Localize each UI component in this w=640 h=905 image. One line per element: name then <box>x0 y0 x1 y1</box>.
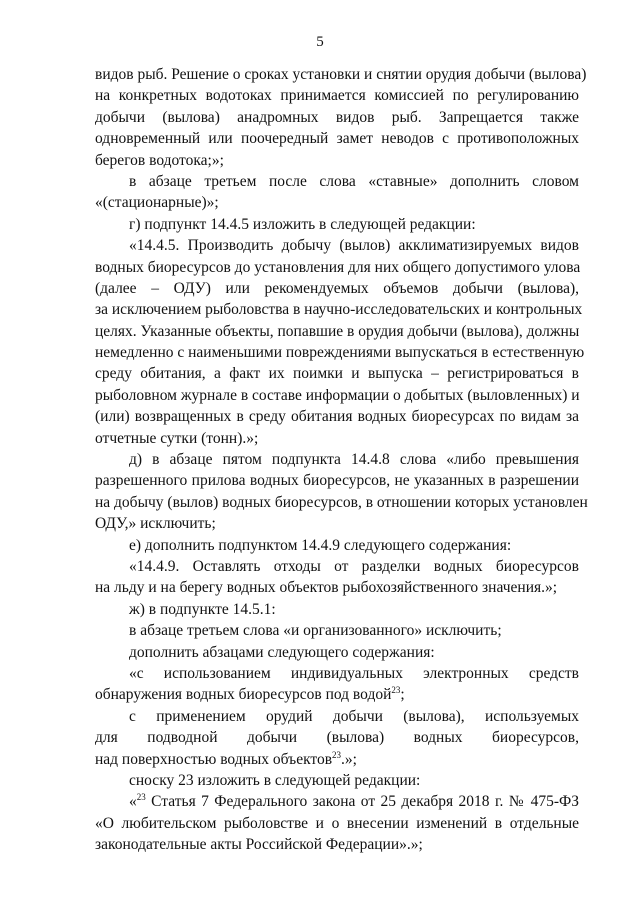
line-text: с применением орудий добычи (вылова), используемых <box>129 707 579 725</box>
footnote-marker: 23 <box>391 685 401 696</box>
line-text: «О любительском рыболовстве и о внесении изменений в отдельные <box>95 814 579 832</box>
line-text-after: Статья 7 Федерального закона от 25 декабря 2018 г. № 475-ФЗ <box>145 793 579 811</box>
text-line <box>95 749 579 770</box>
line-text: «с использованием индивидуальных электронных средств <box>129 664 579 682</box>
line-text: рыболовном журнале в составе информации о добытых (выловленных) и <box>95 386 580 404</box>
text-line <box>95 107 579 128</box>
line-text: (далее – ОДУ) или рекомендуемых объемов добычи (вылова), <box>95 279 579 297</box>
text-line <box>95 406 579 427</box>
text-line <box>95 706 579 727</box>
line-text: в абзаце третьем после слова «ставные» дополнить словом <box>129 172 579 190</box>
text-line <box>95 299 583 320</box>
line-text: д) в абзаце пятом подпункта 14.4.8 слова «либо превышения <box>129 451 579 469</box>
text-line <box>95 214 579 235</box>
text-line <box>95 150 579 171</box>
text-line <box>95 684 579 705</box>
text-line <box>95 470 579 491</box>
line-text: одновременный или поочередный замет неводов с противоположных <box>95 130 579 148</box>
text-line <box>95 278 579 299</box>
text-line <box>95 599 579 620</box>
line-text: «14.4.9. Оставлять отходы от разделки водных биоресурсов <box>129 557 579 575</box>
line-text: отчетные сутки (тонн).»; <box>95 429 259 447</box>
line-text-after: .»; <box>341 750 357 768</box>
text-line <box>95 257 579 278</box>
line-text: ОДУ,» исключить; <box>95 515 216 533</box>
text-line <box>95 363 579 384</box>
line-text: над поверхностью водных объектов <box>95 750 333 768</box>
text-line <box>95 535 579 556</box>
line-text: видов рыб. Решение о сроках установки и снятии орудия добычи (вылова) <box>95 66 587 83</box>
text-line <box>95 321 579 342</box>
body-text <box>95 64 588 855</box>
text-line <box>95 192 579 213</box>
line-text: разрешенного прилова водных биоресурсов, не указанных в разрешении <box>95 472 579 490</box>
text-line <box>95 128 579 149</box>
line-text: немедленно с наименьшими повреждениями выпускаться в естественную <box>95 344 585 362</box>
text-line <box>95 620 579 641</box>
line-text-after: ; <box>400 686 405 704</box>
text-line <box>95 791 579 812</box>
line-text: берегов водотока;»; <box>95 151 224 169</box>
text-line <box>95 770 579 791</box>
text-line <box>95 813 579 834</box>
line-text: на льду и на берегу водных объектов рыбохозяйственного значения.»; <box>95 579 558 597</box>
line-text: на конкретных водотоках принимается комиссией по регулированию <box>95 87 579 105</box>
line-text: за исключением рыболовства в научно-исследовательских и контрольных <box>95 301 583 319</box>
text-line <box>95 385 579 406</box>
line-text: обнаружения водных биоресурсов под водой <box>95 686 392 704</box>
line-text: сноску 23 изложить в следующей редакции: <box>129 771 421 789</box>
text-line <box>95 642 579 663</box>
line-text: среду обитания, а факт их поимки и выпуска – регистрироваться в <box>95 365 579 383</box>
line-text: дополнить абзацами следующего содержания: <box>129 643 435 661</box>
line-text: добычи (вылова) анадромных видов рыб. Запрещается также <box>95 108 579 126</box>
line-text: законодательные акты Российской Федерации».»; <box>95 836 423 854</box>
text-line <box>95 577 579 598</box>
text-line <box>95 834 579 855</box>
text-line <box>95 342 585 363</box>
line-text: на добычу (вылов) водных биоресурсов, в отношении которых установлен <box>95 493 588 511</box>
text-line <box>95 171 579 192</box>
line-text: (или) возвращенных в среду обитания водных биоресурсах по видам за <box>95 408 579 426</box>
line-text: водных биоресурсов до установления для них общего допустимого улова <box>95 258 581 276</box>
text-line <box>95 449 579 470</box>
line-text: « <box>129 793 137 811</box>
page-number: 5 <box>316 34 324 50</box>
line-text: г) подпункт 14.4.5 изложить в следующей редакции: <box>129 215 476 233</box>
text-line <box>95 235 579 256</box>
text-line <box>95 64 587 85</box>
line-text: целях. Указанные объекты, попавшие в орудия добычи (вылова), должны <box>95 322 580 340</box>
text-line <box>95 428 579 449</box>
line-text: «14.4.5. Производить добычу (вылов) акклиматизируемых видов <box>129 237 579 255</box>
text-line <box>95 492 588 513</box>
text-line <box>95 663 579 684</box>
text-line <box>95 85 579 106</box>
footnote-marker: 23 <box>136 792 146 803</box>
line-text: «(стационарные)»; <box>95 194 219 212</box>
text-line <box>95 556 579 577</box>
line-text: в абзаце третьем слова «и организованного» исключить; <box>129 622 502 640</box>
footnote-marker: 23 <box>332 749 342 760</box>
line-text: ж) в подпункте 14.5.1: <box>129 600 276 618</box>
text-line <box>95 727 579 748</box>
line-text: для подводной добычи (вылова) водных биоресурсов, <box>95 729 579 747</box>
text-line <box>95 513 579 534</box>
line-text: е) дополнить подпунктом 14.4.9 следующего содержания: <box>129 536 512 554</box>
